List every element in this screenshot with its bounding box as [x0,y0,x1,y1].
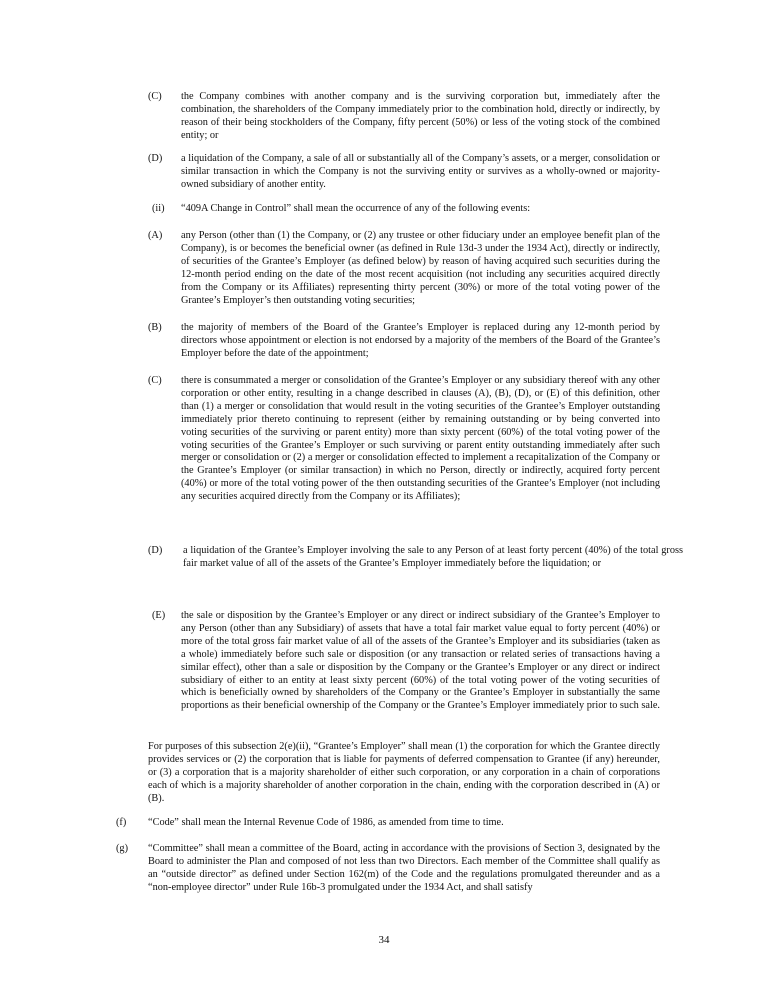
clause-text: “409A Change in Control” shall mean the occurrence of any of the following events: [181,203,531,214]
section-text: “Committee” shall mean a committee of the Board, acting in accordance with the provisions of Section 3, designated by the Board to administer the Plan and composed of not less than two Directors. Each member of the Committee shall qualify as an “outside director” as defined under Section 162(m) of the Code and the regulations promulgated thereunder and as a “non-employee director” under Rule 16b-3 promulgated under the 1934 Act, and shall satisfy [148,843,660,893]
clause-label: (E) [152,610,166,621]
clause-label: (C) [148,91,162,102]
page-number: 34 [378,934,390,946]
clause-label: (D) [148,545,163,556]
section-label: (g) [116,843,129,854]
clause-text: a liquidation of the Grantee’s Employer involving the sale to any Person of at least forty percent (40%) of the total gross fair market value of all of the assets of the Grantee’s Employer immediately before the liquidation; or [183,545,683,569]
clause-text: a liquidation of the Company, a sale of all or substantially all of the Company’s assets, or a merger, consolidation or similar transaction in which the Company is not the surviving entity or survives as a wholly-owned or majority-owned subsidiary of another entity. [181,153,660,190]
clause-text: the Company combines with another company and is the surviving corporation but, immediately after the combination, the shareholders of the Company immediately prior to the combination hold, directly or indirectly, by reason of their being stockholders of the Company, fifty percent (50%) or less of the voting stock of the combined entity; or [181,91,660,141]
clause-text: the majority of members of the Board of the Grantee’s Employer is replaced during any 12-month period by directors whose appointment or election is not endorsed by a majority of the members of the Board of the Grantee’s Employer before the date of the appointment; [181,322,660,359]
clause-text: any Person (other than (1) the Company, or (2) any trustee or other fiduciary under an employee benefit plan of the Company), is or becomes the beneficial owner (as defined in Rule 13d-3 under the 1934 Act), directly or indirectly, of securities of the Grantee’s Employer (as defined below) by reason of having acquired such securities during the 12-month period ending on the date of the most recent acquisition (not including any securities acquired directly from the Company or its Affiliates) representing thirty percent (30%) or more of the total voting power of the Grantee’s Employer’s then outstanding voting securities; [181,230,660,306]
clause-label: (C) [148,375,162,386]
section-text: “Code” shall mean the Internal Revenue Code of 1986, as amended from time to time. [148,817,504,828]
clause-label: (ii) [152,203,165,214]
clause-text: there is consummated a merger or consolidation of the Grantee’s Employer or any subsidiary thereof with any other corporation or other entity, resulting in a change described in clauses (A), (B), (D), or (E) of this definition, other than (1) a merger or consolidation that would result in the voting securities of the Grantee’s Employer outstanding immediately prior thereto continuing to represent (either by remaining outstanding or by being converted into voting securities of the surviving or parent entity) more than sixty percent (60%) of the total voting power of the voting securities of the Grantee’s Employer or such surviving or parent entity outstanding immediately after such merger or consolidation or (2) a merger or consolidation effected to implement a recapitalization of the Company or the Grantee’s Employer (or similar transaction) in which no Person, directly or indirectly, acquired forty percent (40%) or more of the total voting power of the then outstanding securities of the Grantee’s Employer (not including any securities acquired directly from the Company or its Affiliates); [181,375,660,503]
clause-label: (A) [148,230,163,241]
clause-label: (B) [148,322,162,333]
grantee-employer-definition: For purposes of this subsection 2(e)(ii), “Grantee’s Employer” shall mean (1) the corporation for which the Grantee directly provides services or (2) the corporation that is liable for payments of deferred compensation to Grantee (if any) hereunder, or (3) a corporation that is a majority shareholder of either such corporation, or any corporation in a chain of corporations each of which is a majority shareholder of another corporation in the chain, ending with the corporation described in (A) or (B). [148,741,660,804]
clause-label: (D) [148,153,163,164]
clause-text: the sale or disposition by the Grantee’s Employer or any direct or indirect subsidiary of the Grantee’s Employer to any Person (other than any Subsidiary) of assets that have a total fair market value equal to forty percent (40%) or more of the total gross fair market value of all of the assets of the Grantee’s Employer and its subsidiaries (taken as a whole) immediately before such sale or disposition (or any transaction or related series of transactions having a similar effect), other than a sale or disposition by the Company or the Grantee’s Employer or any direct or indirect subsidiary of either to an entity at least sixty percent (60%) of the total voting power of the voting securities of which is beneficially owned by shareholders of the Company or the Grantee’s Employer in substantially the same proportions as their beneficial ownership of the Company or the Grantee’s Employer immediately prior to such sale. [181,610,660,712]
section-label: (f) [116,817,127,828]
